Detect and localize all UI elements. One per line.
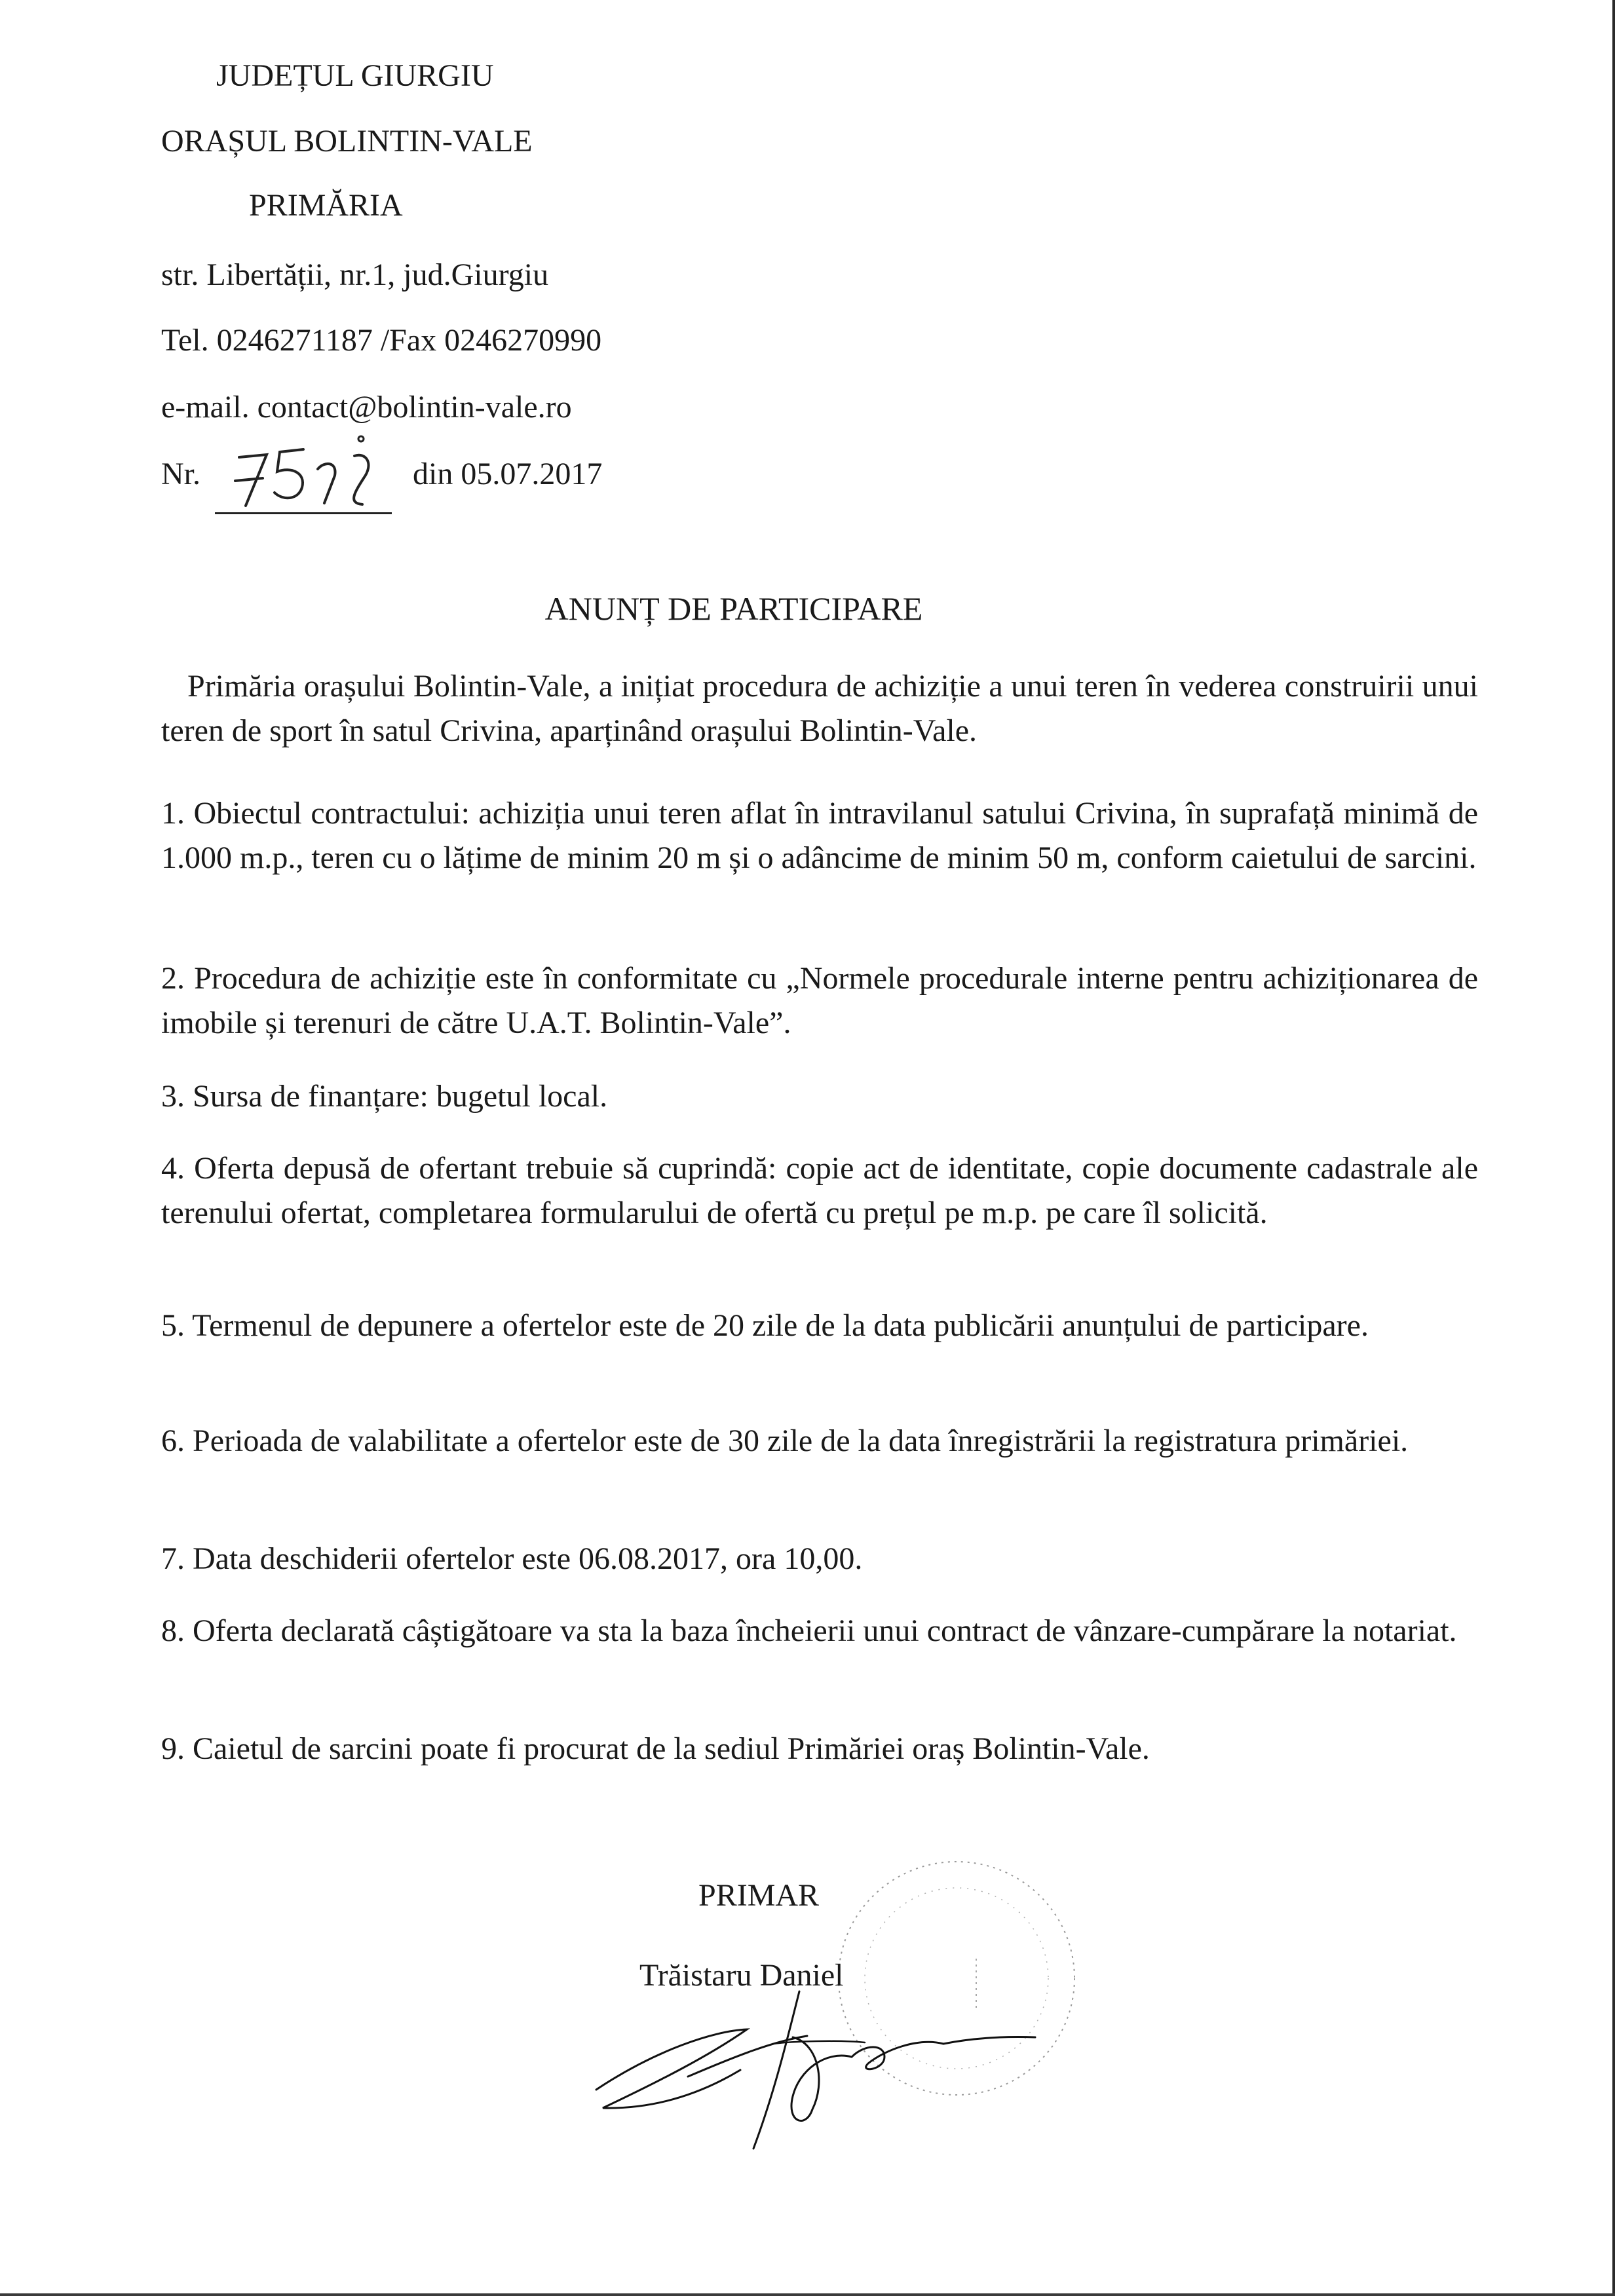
scan-edge-bottom [0,2293,1615,2296]
scan-edge-right [1612,0,1615,2296]
list-item-9: 9. Caietul de sarcini poate fi procurat de la sediul Primăriei oraș Bolintin-Vale. [161,1731,1150,1766]
list-item-6: 6. Perioada de valabilitate a ofertelor este de 30 zile de la data înregistrării la registratura primăriei. [161,1423,1409,1458]
list-item-4: 4. Oferta depusă de ofertant trebuie să cuprindă: copie act de identitate, copie documente cadastrale ale terenului ofertat, completarea formularului de ofertă cu prețul pe m.p. pe care îl solicită. [161,1151,1478,1230]
reg-number-underline [215,512,392,514]
intro-paragraph: Primăria orașului Bolintin-Vale, a inițiat procedura de achiziție a unui teren în vederea construirii unui teren de sport în satul Crivina, aparținând orașului Bolintin-Vale. [161,669,1478,748]
signatory-role: PRIMAR [698,1878,820,1913]
reg-prefix: Nr. [161,457,200,491]
handwritten-signature [577,1978,1048,2168]
signatory-name: Trăistaru Daniel [639,1958,844,1993]
list-item-5: 5. Termenul de depunere a ofertelor este de 20 zile de la data publicării anunțului de participare. [161,1308,1369,1343]
list-item-2: 2. Procedura de achiziție este în conformitate cu „Normele procedurale interne pentru achiziționarea de imobile și terenuri de către U.A.T. Bolintin-Vale”. [161,961,1478,1040]
email-label: e-mail. [161,390,250,424]
header-town: ORAȘUL BOLINTIN-VALE [161,124,533,159]
handwritten-reg-number [226,432,396,511]
list-item-8: 8. Oferta declarată câștigătoare va sta la baza încheierii unui contract de vânzare-cumpărare la notariat. [161,1613,1457,1648]
header-email-line [161,389,572,426]
list-item-1: 1. Obiectul contractului: achiziția unui teren aflat în intravilanul satului Crivina, în suprafață minimă de 1.000 m.p., teren cu o lățime de minim 20 m și o adâncime de minim 50 m, conform caietului de sarcini. [161,796,1478,875]
document-title: ANUNȚ DE PARTICIPARE [544,590,923,627]
header-address: str. Libertății, nr.1, jud.Giurgiu [161,257,549,292]
list-item-3: 3. Sursa de finanțare: bugetul local. [161,1079,608,1114]
header-county: JUDEȚUL GIURGIU [216,58,494,93]
header-office: PRIMĂRIA [249,188,403,223]
reg-date: din 05.07.2017 [413,457,603,491]
header-phone-fax: Tel. 0246271187 /Fax 0246270990 [161,323,602,358]
list-item-7: 7. Data deschiderii ofertelor este 06.08.2017, ora 10,00. [161,1541,863,1576]
email-address: contact@bolintin-vale.ro [257,390,572,424]
